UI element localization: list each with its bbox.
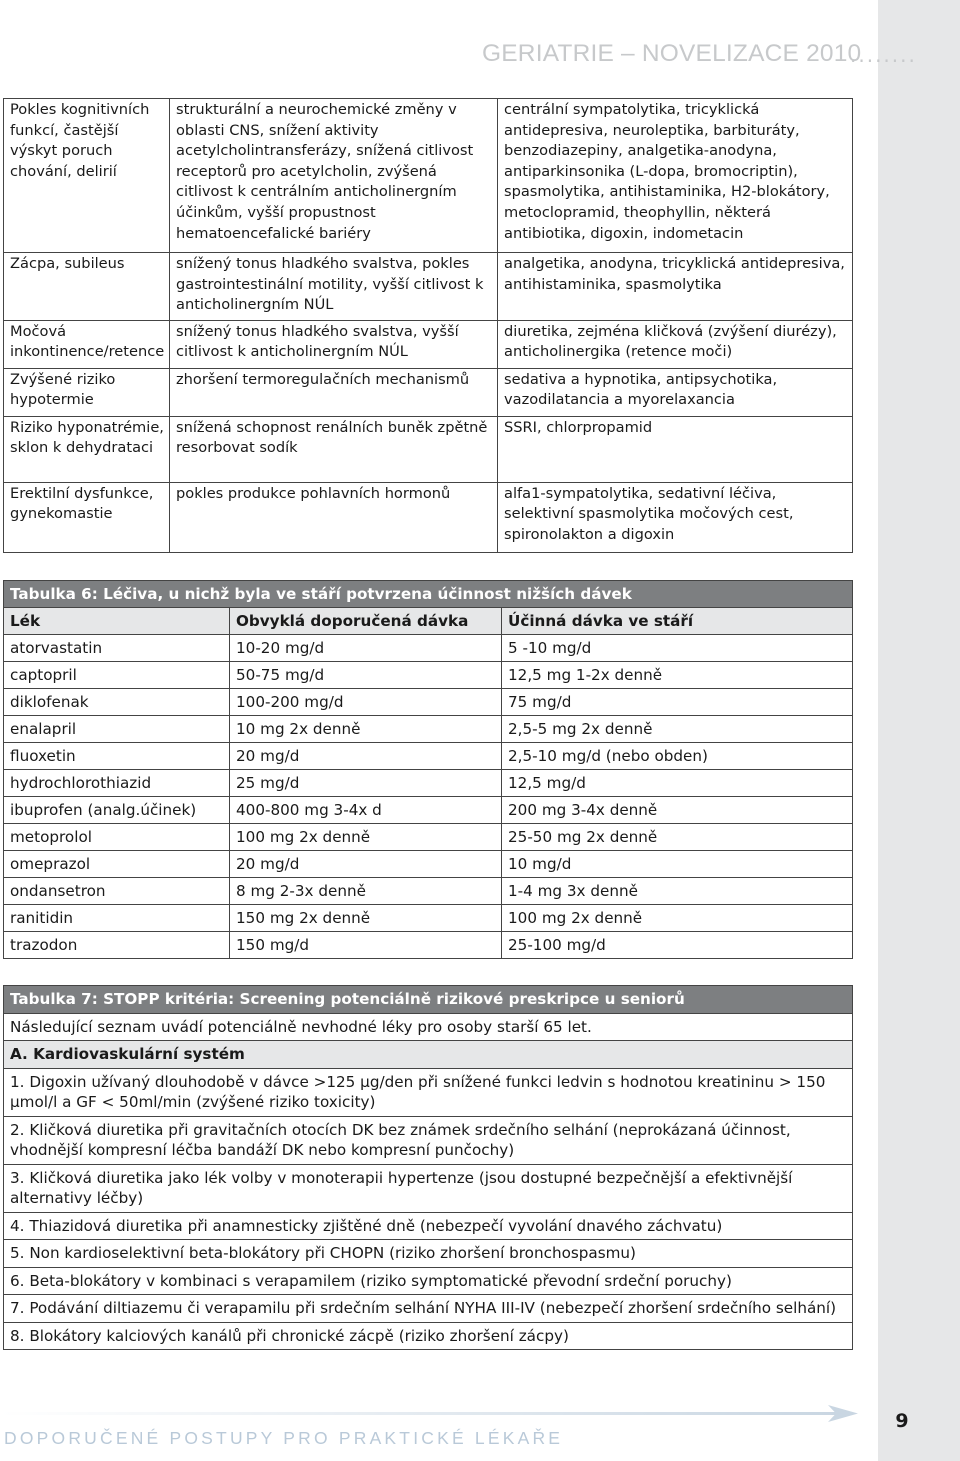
usual-dose-cell: 50-75 mg/d [230, 662, 502, 689]
usual-dose-cell: 100 mg 2x denně [230, 824, 502, 851]
usual-dose-cell: 25 mg/d [230, 770, 502, 797]
drug-cell: fluoxetin [4, 743, 230, 770]
table-header-row [4, 608, 853, 635]
drug-cell: trazodon [4, 932, 230, 959]
mechanism-cell: snížená schopnost renálních buněk zpětně resorbovat sodík [170, 416, 498, 482]
criterion-text: 4. Thiazidová diuretika při anamnesticky zjištěné dně (nebezpečí vyvolání dnavého záchvatu) [4, 1212, 853, 1240]
page-sidebar [878, 0, 960, 1461]
lower-dose-table-body [4, 635, 853, 959]
running-header: GERIATRIE – NOVELIZACE 2010 [482, 40, 862, 67]
elderly-dose-cell: 1-4 mg 3x denně [502, 878, 853, 905]
elderly-dose-cell: 12,5 mg 1-2x denně [502, 662, 853, 689]
footer-text: DOPORUČENÉ POSTUPY PRO PRAKTICKÉ LÉKAŘE [4, 1428, 564, 1448]
usual-dose-cell: 10-20 mg/d [230, 635, 502, 662]
mechanism-cell: snížený tonus hladkého svalstva, vyšší citlivost k anticholinergním NÚL [170, 320, 498, 368]
section-row [4, 1041, 853, 1069]
table-row [4, 824, 853, 851]
criterion-row [4, 1267, 853, 1295]
criterion-row [4, 1240, 853, 1268]
criterion-row [4, 1164, 853, 1212]
criterion-row [4, 1295, 853, 1323]
table-row [4, 905, 853, 932]
drugs-cell: alfa1-sympatolytika, sedativní léčiva, selektivní spasmolytika močových cest, spironolakton a digoxin [498, 482, 853, 552]
criterion-text: 2. Kličková diuretika při gravitačních otocích DK bez známek srdečního selhání (neprokázaná účinnost, vhodnější kompresní léčba bandáží DK nebo kompresní punčochy) [4, 1116, 853, 1164]
symptom-cell: Zácpa, subileus [4, 253, 170, 321]
table-row [4, 99, 853, 253]
drug-cell: omeprazol [4, 851, 230, 878]
intro-row [4, 1013, 853, 1041]
criterion-text: 7. Podávání diltiazemu či verapamilu při srdečním selhání NYHA III-IV (nebezpečí zhoršení srdečního selhání) [4, 1295, 853, 1323]
elderly-dose-cell: 25-100 mg/d [502, 932, 853, 959]
criterion-text: 3. Kličková diuretika jako lék volby v monoterapii hypertenze (jsou dostupné bezpečnější a efektivnější alternativy léčby) [4, 1164, 853, 1212]
mechanism-cell: snížený tonus hladkého svalstva, pokles gastrointestinální motility, vyšší citlivost k anticholinergním NÚL [170, 253, 498, 321]
drugs-cell: diuretika, zejména kličková (zvýšení diurézy), anticholinergika (retence moči) [498, 320, 853, 368]
elderly-dose-cell: 2,5-10 mg/d (nebo obden) [502, 743, 853, 770]
drug-cell: ondansetron [4, 878, 230, 905]
usual-dose-cell: 10 mg 2x denně [230, 716, 502, 743]
elderly-dose-cell: 100 mg 2x denně [502, 905, 853, 932]
symptom-cell: Močová inkontinence/retence [4, 320, 170, 368]
criterion-row [4, 1116, 853, 1164]
symptom-cell: Riziko hyponatrémie, sklon k dehydrataci [4, 416, 170, 482]
stopp-criteria-table [3, 985, 853, 1350]
usual-dose-cell: 150 mg 2x denně [230, 905, 502, 932]
table-caption-row [4, 986, 853, 1014]
page-number: 9 [895, 1410, 909, 1432]
lower-dose-table [3, 580, 853, 959]
elderly-dose-cell: 5 -10 mg/d [502, 635, 853, 662]
table-row [4, 662, 853, 689]
symptom-cell: Erektilní dysfunkce, gynekomastie [4, 482, 170, 552]
criterion-text: 8. Blokátory kalciových kanálů při chronické zácpě (riziko zhoršení zácpy) [4, 1322, 853, 1350]
symptom-cell: Zvýšené riziko hypotermie [4, 368, 170, 416]
drug-cell: diklofenak [4, 689, 230, 716]
table-row [4, 878, 853, 905]
table-caption: Tabulka 7: STOPP kritéria: Screening potenciálně rizikové preskripce u seniorů [4, 986, 853, 1014]
footer-arrow-line [0, 1404, 860, 1424]
elderly-dose-cell: 75 mg/d [502, 689, 853, 716]
usual-dose-cell: 150 mg/d [230, 932, 502, 959]
elderly-dose-cell: 12,5 mg/d [502, 770, 853, 797]
elderly-dose-cell: 25-50 mg 2x denně [502, 824, 853, 851]
drugs-cell: analgetika, anodyna, tricyklická antidepresiva, antihistaminika, spasmolytika [498, 253, 853, 321]
intro-text: Následující seznam uvádí potenciálně nevhodné léky pro osoby starší 65 let. [4, 1013, 853, 1041]
criterion-row [4, 1212, 853, 1240]
table-row [4, 770, 853, 797]
table-row [4, 932, 853, 959]
drugs-cell: sedativa a hypnotika, antipsychotika, vazodilatancia a myorelaxancia [498, 368, 853, 416]
table-row [4, 797, 853, 824]
table-caption: Tabulka 6: Léčiva, u nichž byla ve stáří potvrzena účinnost nižších dávek [4, 581, 853, 608]
symptom-cell: Pokles kognitivních funkcí, častější výskyt poruch chování, delirií [4, 99, 170, 253]
mechanism-cell: pokles produkce pohlavních hormonů [170, 482, 498, 552]
table-row [4, 253, 853, 321]
mechanism-cell: strukturální a neurochemické změny v oblasti CNS, snížení aktivity acetylcholintransferázy, snížená citlivost receptorů pro acetylcholin, zvýšená citlivost k centrálním anticholinergním účinkům, vyšší propustnost hematoencefalické bariéry [170, 99, 498, 253]
table-row [4, 716, 853, 743]
column-header-usual-dose: Obvyklá doporučená dávka [230, 608, 502, 635]
drug-cell: metoprolol [4, 824, 230, 851]
criterion-text: 5. Non kardioselektivní beta-blokátory při CHOPN (riziko zhoršení bronchospasmu) [4, 1240, 853, 1268]
column-header-elderly-dose: Účinná dávka ve stáří [502, 608, 853, 635]
criterion-row [4, 1068, 853, 1116]
usual-dose-cell: 20 mg/d [230, 743, 502, 770]
criterion-text: 6. Beta-blokátory v kombinaci s verapamilem (riziko symptomatické převodní srdeční poruchy) [4, 1267, 853, 1295]
usual-dose-cell: 20 mg/d [230, 851, 502, 878]
usual-dose-cell: 8 mg 2-3x denně [230, 878, 502, 905]
table-row [4, 743, 853, 770]
drugs-cell: SSRI, chlorpropamid [498, 416, 853, 482]
table-row [4, 320, 853, 368]
drug-cell: enalapril [4, 716, 230, 743]
section-heading: A. Kardiovaskulární systém [4, 1041, 853, 1069]
elderly-dose-cell: 200 mg 3-4x denně [502, 797, 853, 824]
drugs-cell: centrální sympatolytika, tricyklická antidepresiva, neuroleptika, barbituráty, benzodiazepiny, analgetika-anodyna, antiparkinsonika (L-dopa, bromocriptin), spasmolytika, antihistaminika, H2-blokátory, metoclopramid, theophyllin, některá antibiotika, digoxin, indometacin [498, 99, 853, 253]
drug-cell: captopril [4, 662, 230, 689]
table-caption-row [4, 581, 853, 608]
header-dots: ........ [850, 43, 917, 67]
drug-cell: hydrochlorothiazid [4, 770, 230, 797]
adverse-effects-table [3, 98, 853, 553]
criterion-text: 1. Digoxin užívaný dlouhodobě v dávce >125 μg/den při snížené funkci ledvin s hodnotou kreatininu > 150 μmol/l a GF < 50ml/min (zvýšené riziko toxicity) [4, 1068, 853, 1116]
elderly-dose-cell: 10 mg/d [502, 851, 853, 878]
table-row [4, 689, 853, 716]
table-row [4, 635, 853, 662]
drug-cell: ranitidin [4, 905, 230, 932]
usual-dose-cell: 100-200 mg/d [230, 689, 502, 716]
mechanism-cell: zhoršení termoregulačních mechanismů [170, 368, 498, 416]
table-row [4, 482, 853, 552]
usual-dose-cell: 400-800 mg 3-4x d [230, 797, 502, 824]
elderly-dose-cell: 2,5-5 mg 2x denně [502, 716, 853, 743]
stopp-criteria-table-body [4, 1013, 853, 1350]
criterion-row [4, 1322, 853, 1350]
column-header-drug: Lék [4, 608, 230, 635]
table-row [4, 416, 853, 482]
drug-cell: ibuprofen (analg.účinek) [4, 797, 230, 824]
table-row [4, 851, 853, 878]
drug-cell: atorvastatin [4, 635, 230, 662]
table-row [4, 368, 853, 416]
